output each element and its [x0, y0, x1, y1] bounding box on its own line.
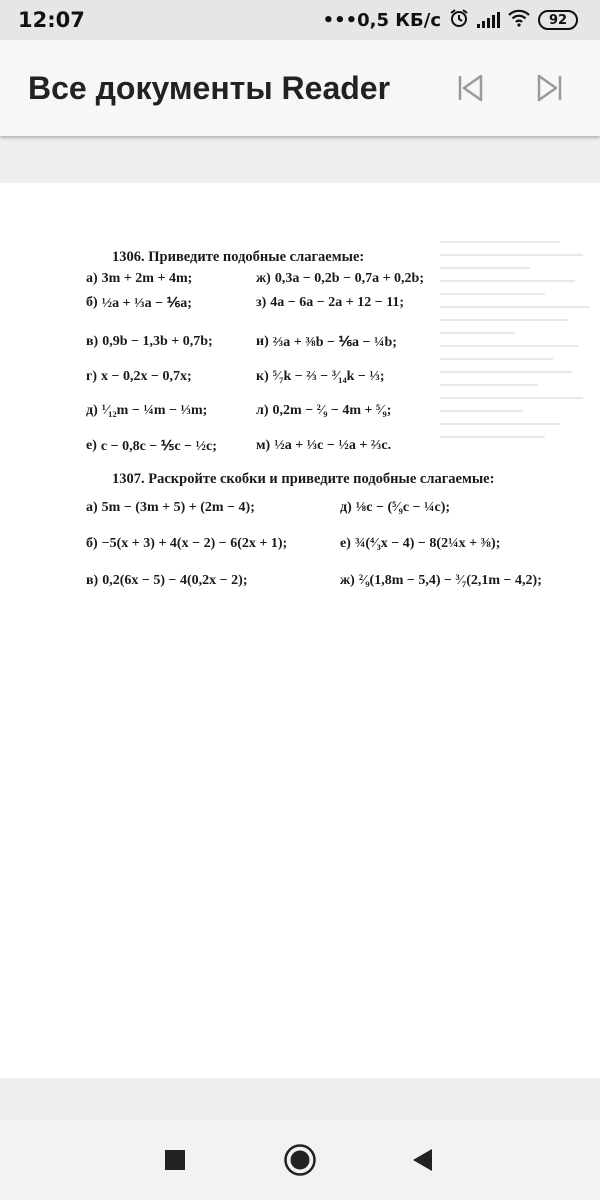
problem-1306-item: д) ¹⁄₁₂m − ¼m − ⅓m; [86, 403, 208, 418]
problem-1307-item: а) 5m − (3m + 5) + (2m − 4); [86, 500, 255, 515]
problem-1306-item: и) ⅔a + ⅜b − ⅙a − ¼b; [256, 334, 397, 350]
recents-button[interactable] [155, 1140, 195, 1180]
problem-1307-item: ж) ²⁄₉(1,8m − 5,4) − ³⁄₇(2,1m − 4,2); [340, 573, 542, 588]
problem-1306-item: б) ½a + ⅓a − ⅙a; [86, 295, 192, 311]
square-icon [164, 1149, 186, 1171]
problem-1306-heading: 1306. Приведите подобные слагаемые: [112, 249, 365, 265]
triangle-back-icon [410, 1148, 434, 1172]
problem-1306-item: л) 0,2m − ²⁄₉ − 4m + ⁵⁄₉; [256, 403, 392, 418]
document-page [0, 183, 600, 1078]
back-button[interactable] [402, 1140, 442, 1180]
next-document-button[interactable] [528, 66, 572, 110]
signal-icon [477, 12, 500, 28]
wifi-icon [508, 9, 530, 32]
problem-1306-item: а) 3m + 2m + 4m; [86, 271, 193, 286]
problem-1307-item: б) −5(x + 3) + 4(x − 2) − 6(2x + 1); [86, 536, 288, 551]
problem-1306-item: в) 0,9b − 1,3b + 0,7b; [86, 334, 213, 349]
problem-1307-item: е) ¾(⁴⁄₃x − 4) − 8(2¼x + ⅜); [340, 536, 501, 551]
skip-previous-icon [455, 73, 485, 103]
status-time: 12:07 [18, 8, 85, 32]
problem-1306-item: г) x − 0,2x − 0,7x; [86, 369, 192, 384]
circle-icon [283, 1143, 317, 1177]
problem-1306-item: м) ½a + ⅓c − ½a + ⅔c. [256, 438, 392, 453]
problem-1306-item: ж) 0,3a − 0,2b − 0,7a + 0,2b; [256, 271, 424, 286]
network-speed: •••0,5 КБ/с [322, 9, 441, 31]
alarm-icon [449, 8, 469, 33]
document-viewer[interactable] [0, 183, 600, 1078]
app-bar [0, 40, 600, 136]
problem-1307-heading: 1307. Раскройте скобки и приведите подобные слагаемые: [112, 471, 495, 487]
status-indicators [323, 8, 578, 33]
battery-icon: 92 [538, 10, 578, 30]
app-title: Все документы Reader [28, 69, 391, 106]
problem-1307-item: в) 0,2(6x − 5) − 4(0,2x − 2); [86, 573, 248, 588]
home-button[interactable] [280, 1140, 320, 1180]
previous-document-button[interactable] [448, 66, 492, 110]
problem-1306-item: з) 4a − 6a − 2a + 12 − 11; [256, 295, 405, 310]
problem-1306-item: е) c − 0,8c − ⅕c − ½c; [86, 438, 217, 454]
problem-1306-item: к) ⁵⁄₇k − ⅔ − ³⁄₁₄k − ⅓; [256, 369, 385, 384]
status-bar [0, 0, 600, 40]
skip-next-icon [535, 73, 565, 103]
problem-1307-item: д) ⅛c − (⁵⁄₉c − ¼c); [340, 500, 451, 515]
system-nav-bar [0, 1120, 600, 1200]
